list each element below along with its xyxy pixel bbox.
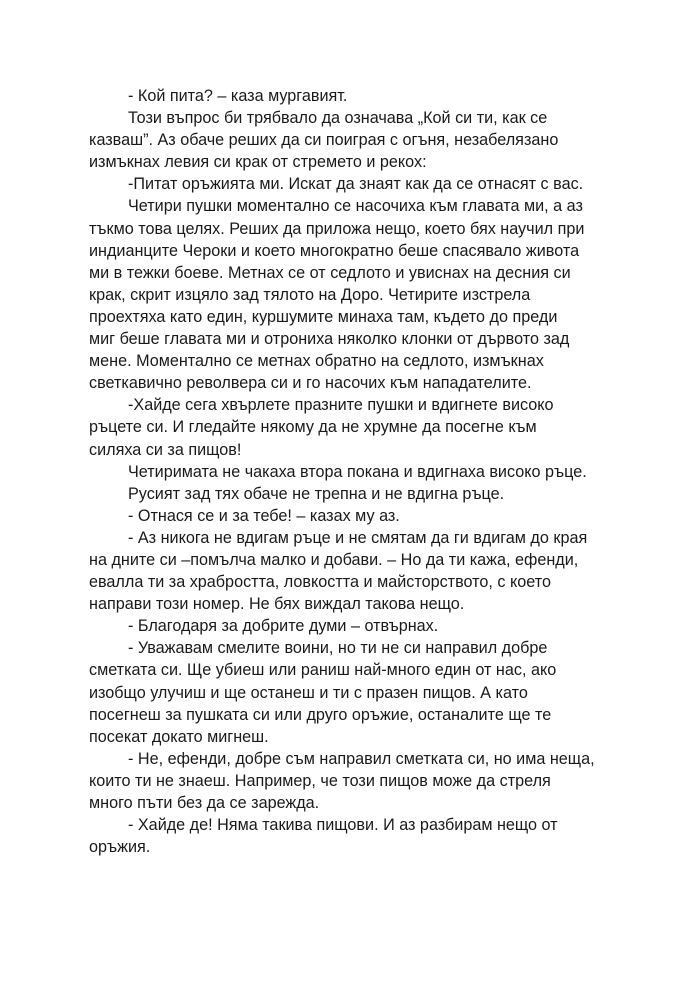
- text-line: оръжия.: [89, 838, 151, 857]
- text-line: - Аз никога не вдигам ръце и не смятам да ги вдигам до края: [128, 528, 588, 547]
- text-line: - Отнася се и за тебе! – казах му аз.: [128, 506, 400, 525]
- text-line: -Хайде сега хвърлете празните пушки и вдигнете високо: [128, 396, 554, 415]
- text-line: -Питат оръжията ми. Искат да знаят как да се отнасят с вас.: [128, 175, 584, 194]
- text-line: евалла ти за храбростта, ловкостта и майсторството, с което: [89, 573, 551, 592]
- text-line: ръцете си. И гледайте някому да не хрумне да посегне към: [89, 418, 537, 437]
- text-line: Четиримата не чакаха втора покана и вдигнаха високо ръце.: [128, 462, 587, 481]
- text-line: - Уважавам смелите воини, но ти не си направил добре: [128, 639, 548, 658]
- body-text: [89, 85, 629, 858]
- text-line: сметката си. Ще убиеш или раниш най-много един от нас, ако: [89, 661, 557, 680]
- text-line: силяха си за пищов!: [89, 440, 242, 459]
- text-line: които ти не знаеш. Например, че този пищов може да стреля: [89, 771, 551, 790]
- text-line: казваш”. Аз обаче реших да си поиграя с огъня, незабелязано: [89, 131, 559, 150]
- text-line: - Не, ефенди, добре съм направил сметката си, но има неща,: [128, 749, 595, 768]
- text-line: ми в тежки боеве. Метнах се от седлото и увиснах на десния си: [89, 263, 571, 282]
- text-line: Четири пушки моментално се насочиха към главата ми, а аз: [128, 197, 583, 216]
- text-line: Този въпрос би трябвало да означава „Кой си ти, как се: [128, 109, 548, 128]
- text-line: измъкнах левия си крак от стремето и рекох:: [89, 153, 427, 172]
- text-line: изобщо улучиш и ще останеш и ти с празен пищов. А като: [89, 683, 528, 702]
- text-line: направи този номер. Не бях виждал такова нещо.: [89, 595, 465, 614]
- text-line: тъкмо това целях. Реших да приложа нещо, което бях научил при: [89, 219, 585, 238]
- text-line: посекат докато мигнеш.: [89, 727, 269, 746]
- text-line: индианците Чероки и което многократно беше спасявало живота: [89, 241, 580, 260]
- text-line: на дните си –помълча малко и добави. – Но да ти кажа, ефенди,: [89, 550, 579, 569]
- text-line: Русият зад тях обаче не трепна и не вдигна ръце.: [128, 484, 505, 503]
- text-line: - Хайде де! Няма такива пищови. И аз разбирам нещо от: [128, 816, 558, 835]
- text-line: крак, скрит изцяло зад тялото на Доро. Четирите изстрела: [89, 285, 531, 304]
- text-line: мене. Моментално се метнах обратно на седлото, измъкнах: [89, 352, 544, 371]
- text-line: - Благодаря за добрите думи – отвърнах.: [128, 617, 439, 636]
- text-line: светкавично револвера си и го насочих към нападателите.: [89, 374, 532, 393]
- text-line: посегнеш за пушката си или друго оръжие, останалите ще те: [89, 705, 552, 724]
- text-line: много пъти без да се зарежда.: [89, 794, 320, 812]
- text-line: миг беше главата ми и отрониха няколко клонки от дървото зад: [89, 330, 570, 349]
- text-line: проехтяха като един, куршумите минаха там, където до преди: [89, 307, 558, 326]
- text-line: - Кой пита? – каза мургавият.: [128, 87, 348, 105]
